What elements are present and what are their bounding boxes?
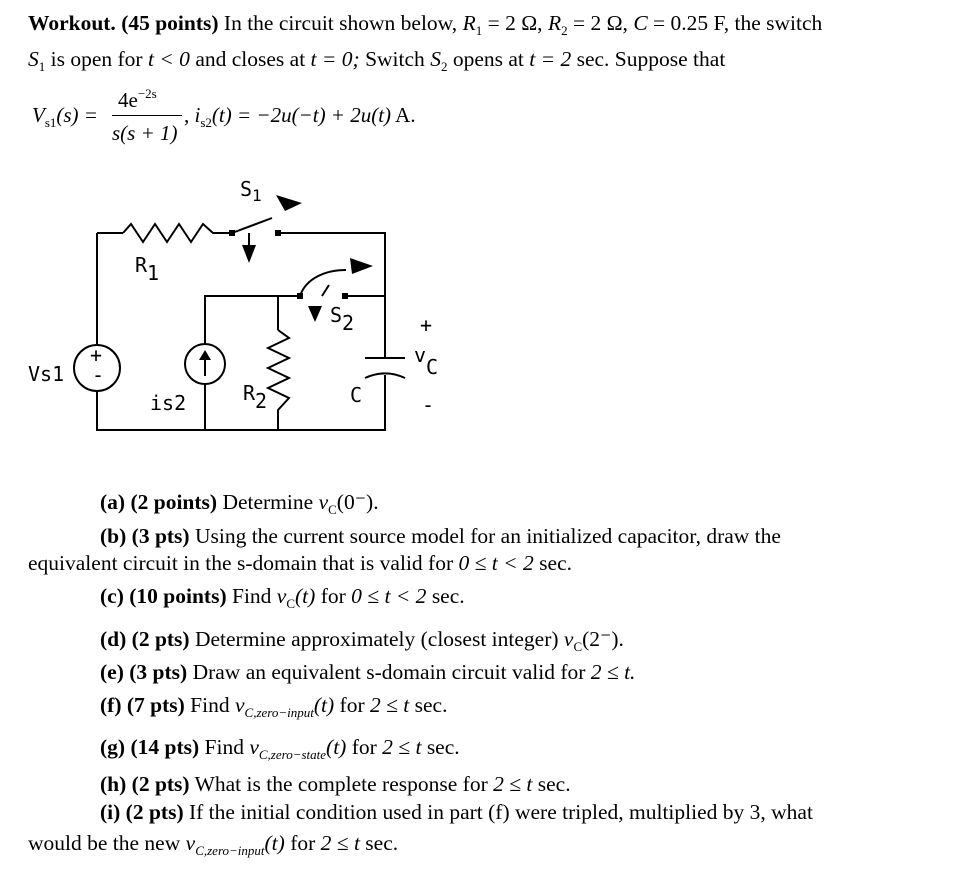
part-g bbox=[100, 734, 460, 768]
part-text: Determine bbox=[222, 490, 314, 514]
vs-den: s(s + 1) bbox=[112, 121, 178, 145]
middle-wire bbox=[205, 296, 300, 345]
part-text: Find bbox=[204, 735, 244, 759]
part-label: (f) bbox=[100, 693, 122, 717]
part-points: (2 points) bbox=[130, 490, 218, 514]
part-mid: for bbox=[290, 831, 316, 855]
c-label: C bbox=[350, 383, 363, 407]
part-points: (2 pts) bbox=[131, 627, 190, 651]
part-expr-sub: C,zero−state bbox=[258, 747, 327, 762]
r1-value: = 2 Ω, bbox=[487, 11, 543, 35]
part-label: (e) bbox=[100, 660, 124, 684]
part-expr-arg: (0⁻). bbox=[336, 490, 379, 514]
part-expr: v bbox=[185, 831, 196, 855]
part-expr: v bbox=[563, 627, 574, 651]
s2-down-arrow-icon bbox=[308, 306, 322, 322]
part-mid: for bbox=[320, 584, 346, 608]
part-expr-sub: C bbox=[573, 639, 583, 654]
part-range: 2 ≤ t. bbox=[590, 660, 636, 684]
part-text: Determine approximately (closest integer) bbox=[194, 627, 559, 651]
part-expr-sub: C,zero−input bbox=[244, 705, 314, 720]
part-expr-arg: (t) bbox=[313, 693, 335, 717]
part-e bbox=[100, 659, 635, 685]
is-unit: A. bbox=[395, 103, 416, 127]
part-range: 2 ≤ t bbox=[382, 735, 422, 759]
vs-lhs: V bbox=[32, 103, 45, 127]
part-expr-arg: (t) bbox=[326, 735, 347, 759]
vs-num: 4e bbox=[118, 88, 138, 112]
problem-points: (45 points) bbox=[121, 11, 219, 35]
r2-label: R2 bbox=[243, 381, 268, 413]
intro-2d: opens at bbox=[452, 47, 524, 71]
part-f bbox=[100, 692, 447, 726]
c-value: = 0.25 F, the switch bbox=[653, 11, 823, 35]
part-expr-sub: C bbox=[328, 502, 337, 517]
s2-blade bbox=[300, 270, 346, 296]
part-expr: v bbox=[234, 693, 245, 717]
current-arrow-icon bbox=[199, 350, 211, 360]
s1-sub: 1 bbox=[38, 59, 46, 74]
vc-minus: - bbox=[422, 393, 435, 417]
part-text: Find bbox=[231, 584, 272, 608]
part-range: 0 ≤ t < 2 bbox=[351, 584, 427, 608]
s1-label: $S_1$ bbox=[240, 177, 262, 205]
intro-2a: is open for bbox=[50, 47, 143, 71]
part-mid: for bbox=[339, 693, 365, 717]
s2-stub bbox=[322, 285, 329, 296]
part-end: sec. bbox=[431, 584, 465, 608]
problem-title: Workout. bbox=[28, 11, 116, 35]
vs-plus: + bbox=[90, 343, 103, 367]
intro-2b: and closes at bbox=[195, 47, 306, 71]
part-expr: v bbox=[318, 490, 329, 514]
part-cont: would be the new bbox=[28, 831, 181, 855]
s1-blade bbox=[232, 218, 272, 233]
part-expr: v bbox=[276, 584, 287, 608]
part-expr-arg: (t) bbox=[264, 831, 285, 855]
is-rhs: (t) = −2u(−t) + 2u(t) bbox=[211, 103, 392, 127]
part-expr-arg: (2⁻). bbox=[582, 627, 624, 651]
part-b-cont bbox=[28, 550, 572, 576]
r1-symbol: R bbox=[462, 11, 476, 35]
part-range: 2 ≤ t bbox=[493, 772, 533, 796]
s1-contact-left bbox=[229, 230, 235, 236]
part-text: What is the complete response for bbox=[194, 772, 488, 796]
vs-label: Vs1 bbox=[28, 362, 65, 386]
part-cont: equivalent circuit in the s-domain that is valid for bbox=[28, 551, 454, 575]
r2-symbol: R bbox=[547, 11, 562, 35]
s1-symbol: S bbox=[28, 47, 39, 71]
s2-label: S2 bbox=[330, 303, 355, 335]
part-text: Using the current source model for an initialized capacitor, draw the bbox=[194, 524, 781, 548]
part-a bbox=[100, 489, 379, 523]
is-lhs: i bbox=[194, 103, 201, 127]
part-expr-sub: C,zero−input bbox=[195, 843, 265, 858]
part-i bbox=[100, 799, 813, 825]
top-right-wire bbox=[278, 233, 385, 295]
r2-sub: 2 bbox=[561, 23, 568, 38]
part-end: sec. bbox=[537, 772, 571, 796]
part-end: sec. bbox=[426, 735, 460, 759]
part-range: 2 ≤ t bbox=[320, 831, 360, 855]
part-label: (h) bbox=[100, 772, 127, 796]
intro-2c: Switch bbox=[365, 47, 425, 71]
part-label: (d) bbox=[100, 627, 127, 651]
s2-arrow-icon bbox=[350, 258, 373, 274]
part-text: Find bbox=[190, 693, 230, 717]
part-points: (7 pts) bbox=[126, 693, 185, 717]
part-label: (i) bbox=[100, 800, 121, 824]
part-i-cont bbox=[28, 830, 398, 864]
intro-text: In the circuit shown below, bbox=[223, 11, 458, 35]
part-range: 2 ≤ t bbox=[369, 693, 410, 717]
s1-contact-right bbox=[275, 230, 281, 236]
c-symbol: C bbox=[633, 11, 648, 35]
part-expr: v bbox=[249, 735, 259, 759]
part-label: (g) bbox=[100, 735, 126, 759]
part-points: (2 pts) bbox=[125, 800, 184, 824]
comma: , bbox=[184, 103, 190, 127]
s2-symbol: S bbox=[430, 47, 441, 71]
part-label: (c) bbox=[100, 584, 124, 608]
part-d bbox=[100, 626, 624, 660]
part-end: sec. bbox=[414, 693, 448, 717]
r1-label: R1 bbox=[135, 253, 160, 285]
vc-plus: + bbox=[420, 313, 433, 337]
s1-arrow-icon bbox=[276, 195, 302, 211]
part-b bbox=[100, 523, 781, 549]
r1-resistor bbox=[123, 224, 232, 242]
intro-2e: sec. Suppose that bbox=[576, 47, 726, 71]
part-c bbox=[100, 583, 465, 617]
part-expr-sub: C bbox=[286, 596, 296, 611]
part-points: (10 points) bbox=[129, 584, 227, 608]
part-end: sec. bbox=[365, 831, 399, 855]
part-text: Draw an equivalent s-domain circuit valid for bbox=[192, 660, 586, 684]
vs-lhs-arg: (s) = bbox=[56, 103, 98, 127]
is-label: is2 bbox=[150, 391, 187, 415]
part-h bbox=[100, 771, 571, 797]
s2-contact-left bbox=[297, 293, 303, 299]
r2-value: = 2 Ω, bbox=[572, 11, 628, 35]
part-points: (14 pts) bbox=[130, 735, 200, 759]
part-label: (a) bbox=[100, 490, 126, 514]
part-points: (3 pts) bbox=[131, 524, 190, 548]
vs-minus: - bbox=[92, 363, 105, 387]
part-label: (b) bbox=[100, 524, 127, 548]
vc-label: vC bbox=[414, 343, 439, 379]
s1-down-arrow-icon bbox=[242, 245, 256, 263]
part-points: (3 pts) bbox=[129, 660, 188, 684]
vs-num-exp: −2s bbox=[137, 86, 157, 101]
part-expr-arg: (t) bbox=[295, 584, 316, 608]
cond-2: t = 0; bbox=[310, 47, 360, 71]
part-end: sec. bbox=[539, 551, 572, 575]
s2-sub: 2 bbox=[440, 59, 448, 74]
cond-1: t < 0 bbox=[147, 47, 190, 71]
r2-resistor bbox=[268, 330, 289, 430]
part-points: (2 pts) bbox=[131, 772, 190, 796]
s2-contact-right bbox=[342, 293, 348, 299]
part-range: 0 ≤ t < 2 bbox=[458, 551, 534, 575]
part-mid: for bbox=[351, 735, 377, 759]
part-text: If the initial condition used in part (f) were tripled, multiplied by 3, what bbox=[188, 800, 813, 824]
is-lhs-sub: s2 bbox=[200, 115, 212, 130]
r1-sub: 1 bbox=[475, 23, 483, 38]
cond-3: t = 2 bbox=[529, 47, 572, 71]
vs-lhs-sub: s1 bbox=[44, 115, 57, 130]
